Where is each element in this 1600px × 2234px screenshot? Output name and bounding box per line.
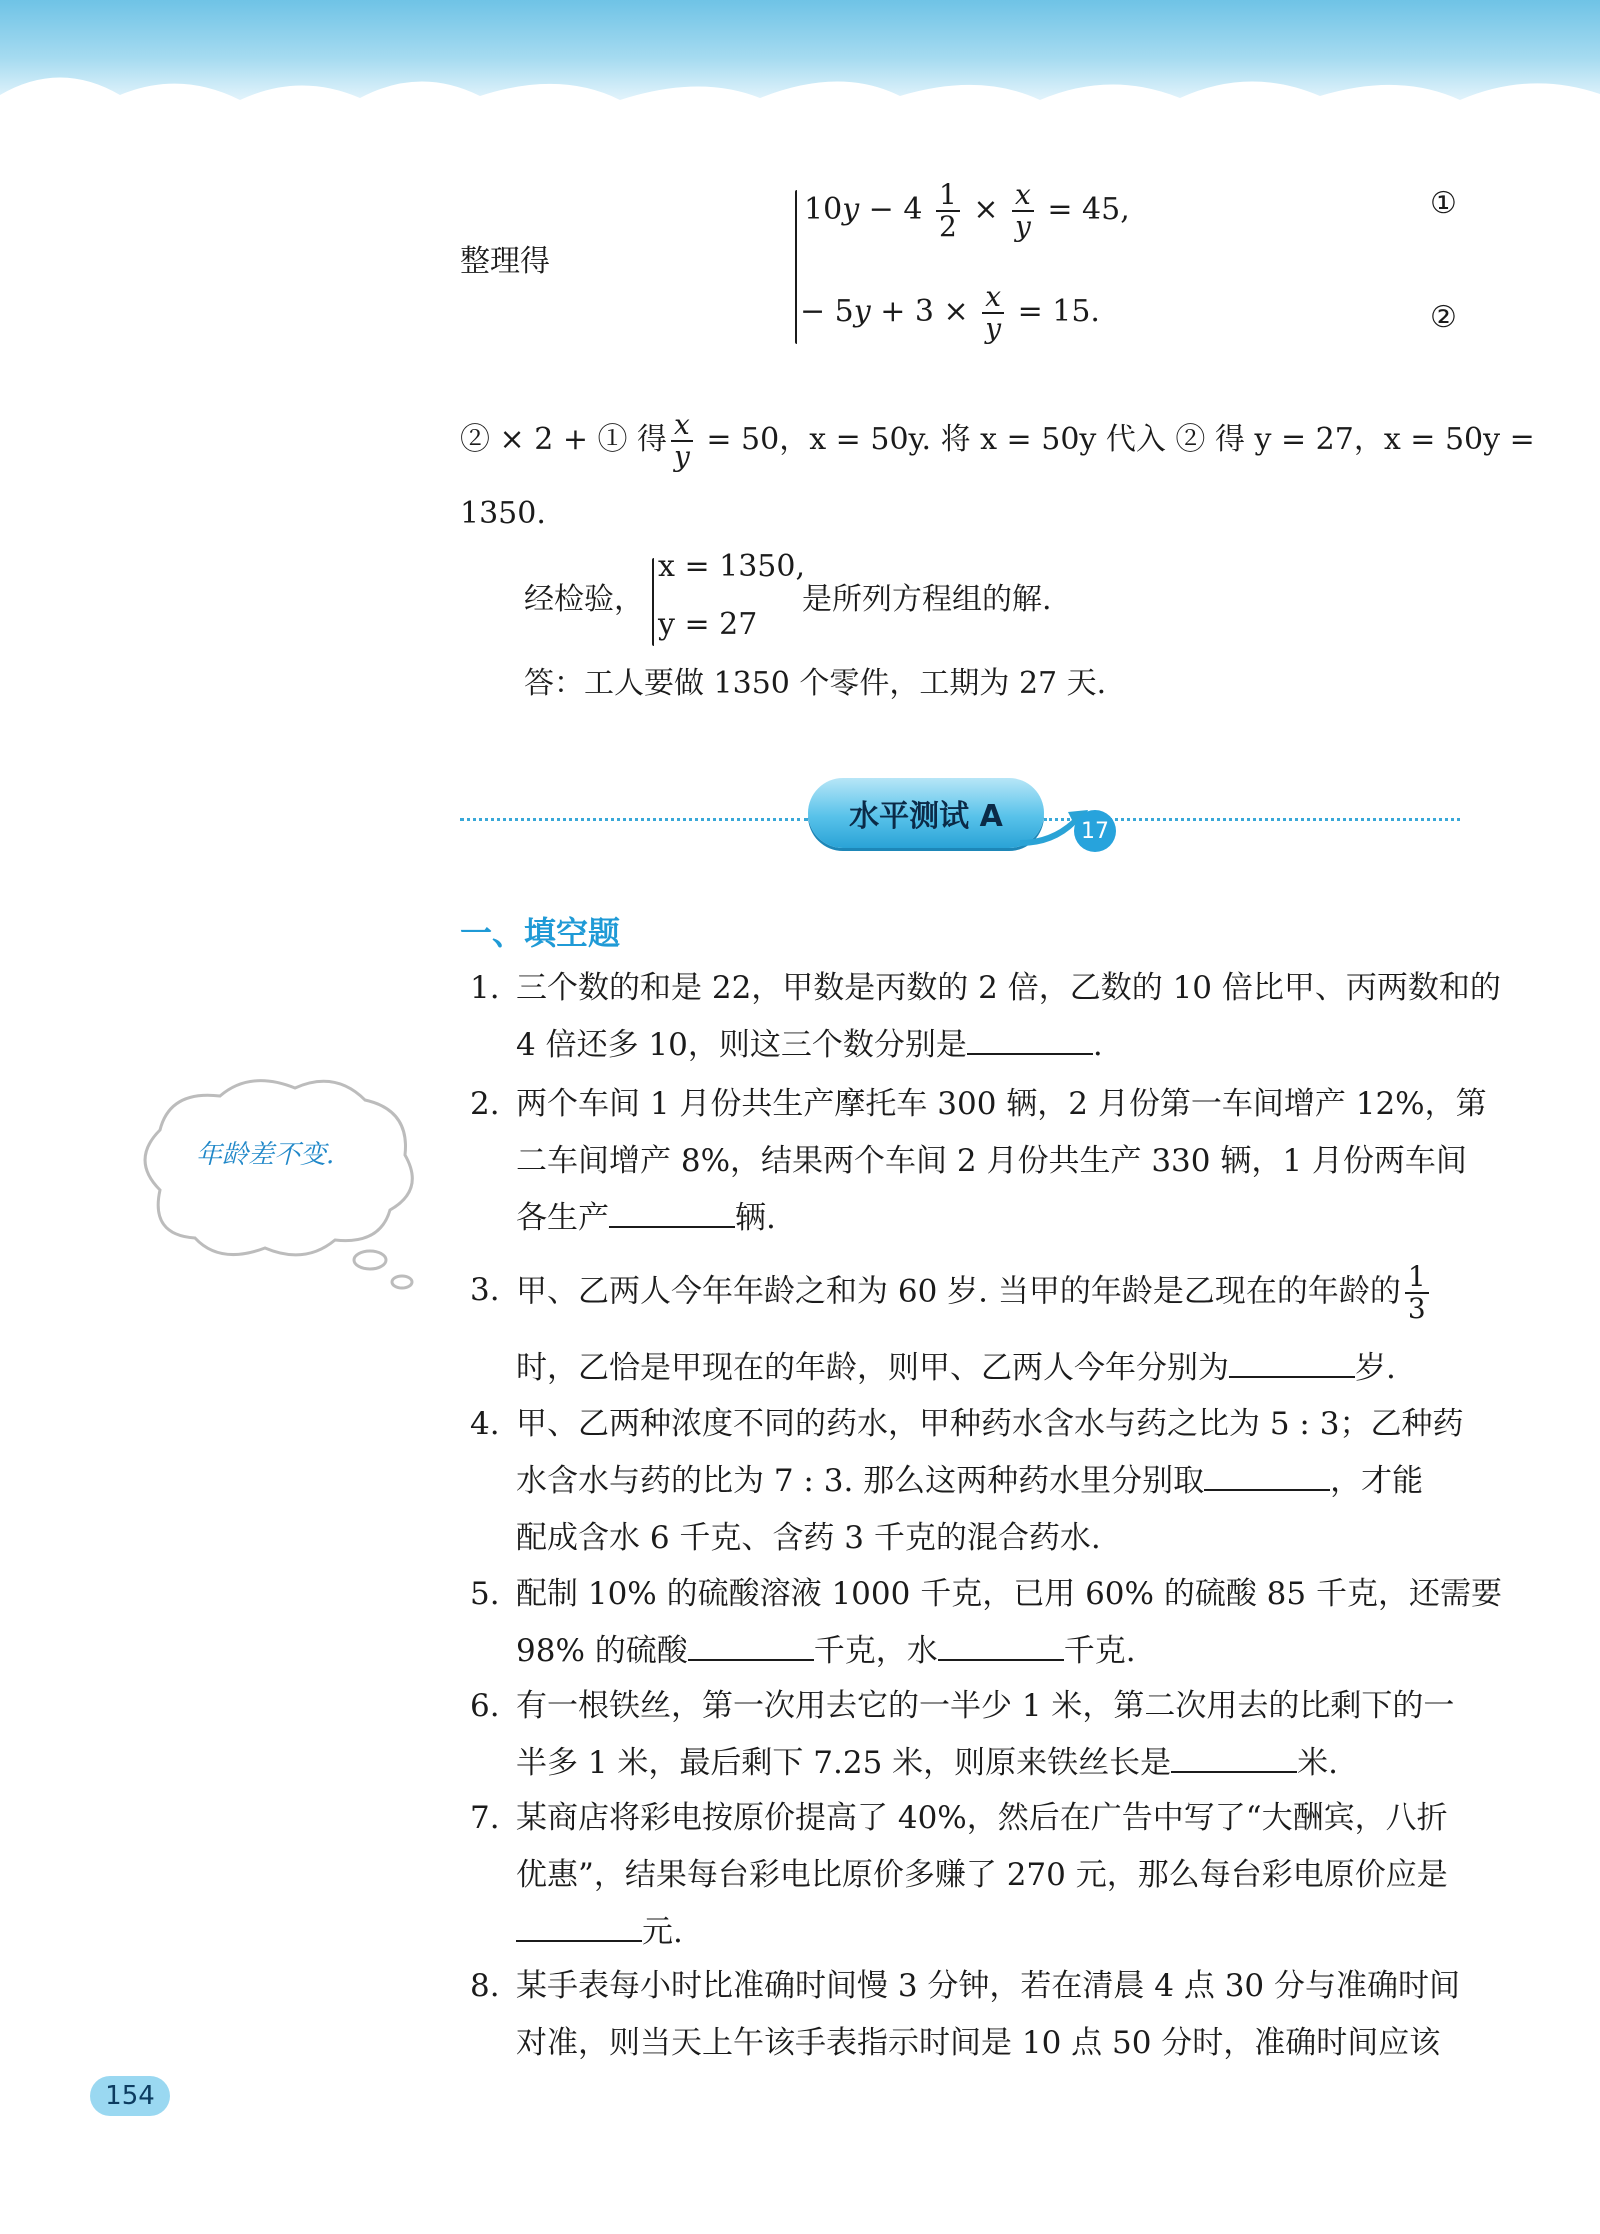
page-number: 154 [90, 2076, 170, 2116]
answer-blank[interactable] [516, 1908, 642, 1942]
answer-blank[interactable] [967, 1021, 1093, 1055]
combine-step: ② × 2 + ① 得 $\frac{x}{y}$ = 50，x = 50y. 将 x = 50y 代入 ② 得 y = 27，x = 50y = [460, 408, 1535, 473]
combine-result: 1350. [460, 496, 546, 531]
answer-blank[interactable] [609, 1194, 735, 1228]
unit-badge: 17 [1074, 810, 1116, 852]
arrange-label: 整理得 [460, 244, 550, 279]
divider-left [460, 818, 808, 821]
level-test-banner: 水平测试 A [808, 778, 1044, 848]
side-note: 年龄差不变. [196, 1140, 335, 1170]
answer-blank[interactable] [1204, 1457, 1330, 1491]
equation-brace [795, 190, 797, 344]
check-suffix: 是所列方程组的解. [802, 582, 1052, 617]
check-brace [652, 558, 654, 646]
answer-line: 答：工人要做 1350 个零件，工期为 27 天. [524, 666, 1107, 701]
equation-1: 10y − 4 $\frac{1}{2}$ × $\frac{x}{y}$ = 45, [804, 178, 1130, 243]
section-title: 一、填空题 [460, 914, 621, 952]
check-x: x = 1350, [658, 549, 806, 584]
header-cloud-banner [0, 0, 1600, 130]
answer-blank[interactable] [1171, 1739, 1297, 1773]
equation-2-mark: ② [1430, 300, 1457, 335]
equation-2: − 5y + 3 × $\frac{x}{y}$ = 15. [800, 280, 1100, 345]
check-label: 经检验， [524, 582, 644, 617]
answer-blank[interactable] [1229, 1344, 1355, 1378]
equation-1-mark: ① [1430, 186, 1457, 221]
answer-blank[interactable] [938, 1627, 1064, 1661]
check-y: y = 27 [658, 607, 758, 642]
answer-blank[interactable] [688, 1627, 814, 1661]
thought-cloud-icon [120, 1060, 440, 1300]
